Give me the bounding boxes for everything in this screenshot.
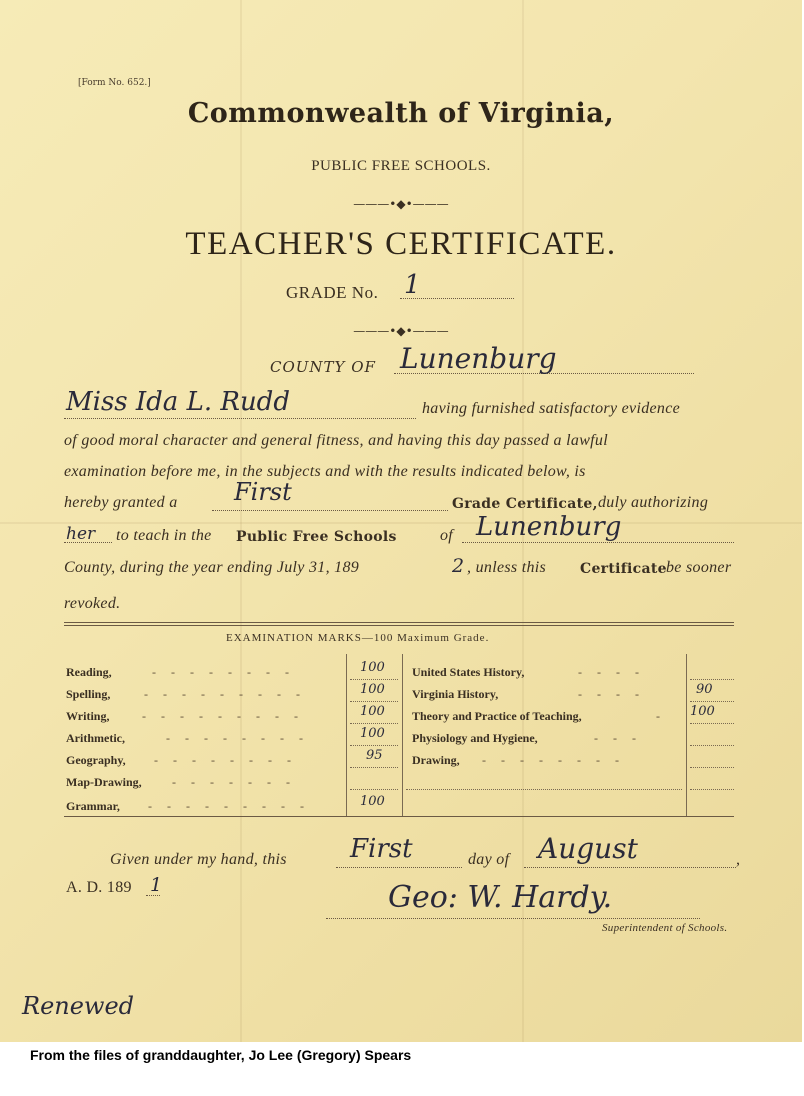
body-line-1: having furnished satisfactory evidence: [422, 400, 681, 417]
mark-underline: [690, 679, 734, 680]
column-divider: [686, 654, 687, 816]
grade-certificate-gothic: Grade Certificate,: [452, 496, 598, 512]
column-divider: [346, 654, 347, 816]
body-line-7: revoked.: [64, 595, 121, 612]
body-line-6a: County, during the year ending July 31, 189: [64, 559, 360, 576]
subject-drawing: Drawing,: [412, 753, 460, 767]
column-divider: [402, 654, 403, 816]
mark-underline: [350, 679, 398, 680]
grade-word-underline: [212, 510, 448, 511]
county-name: Lunenburg: [476, 512, 622, 542]
day-value: First: [350, 834, 413, 864]
pronoun: her: [66, 524, 96, 544]
subject-arithmetic: Arithmetic,: [66, 731, 125, 745]
leader-dashes: - - - -: [578, 687, 645, 701]
name-underline: [64, 418, 416, 419]
mark-underline: [690, 745, 734, 746]
certificate-title: TEACHER'S CERTIFICATE.: [185, 226, 617, 262]
exam-top-border: [64, 622, 734, 626]
mark-underline: [690, 723, 734, 724]
leader-dashes: -: [656, 709, 666, 723]
public-free-schools-gothic: Public Free Schools: [236, 529, 397, 545]
day-underline: [336, 867, 462, 868]
teacher-name: Miss Ida L. Rudd: [66, 387, 290, 417]
fold-line: [0, 522, 802, 524]
mark-underline: [690, 767, 734, 768]
comma: ,: [736, 851, 741, 868]
mark-underline: [690, 789, 734, 790]
leader-dashes: - - - -: [578, 665, 645, 679]
given-label: Given under my hand, this: [110, 851, 287, 868]
mark-underline: [350, 745, 398, 746]
subject-virginia-history: Virginia History,: [412, 687, 499, 701]
mark-underline: [350, 789, 398, 790]
renewed-note: Renewed: [22, 992, 135, 1020]
subject-theory-practice: Theory and Practice of Teaching,: [412, 709, 582, 723]
exam-bottom-border: [64, 816, 734, 817]
subject-spelling: Spelling,: [66, 687, 111, 701]
subject-writing: Writing,: [66, 709, 110, 723]
leader-dashes: - - - - - - - -: [152, 665, 295, 679]
year-digit: 2: [452, 555, 465, 577]
grade-value: 1: [404, 270, 421, 300]
leader-dashes: - - - - - - - -: [482, 753, 625, 767]
mark-underline: [350, 701, 398, 702]
image-caption: From the files of granddaughter, Jo Lee (Gregory) Spears: [30, 1047, 412, 1063]
body-line-5-of: of: [440, 527, 454, 544]
mark-virginia-history: 90: [696, 682, 713, 697]
subject-map-drawing: Map-Drawing,: [66, 775, 142, 789]
month-value: August: [538, 832, 638, 865]
subject-geography: Geography,: [66, 753, 126, 767]
leader-dashes: - - - - - - - -: [166, 731, 309, 745]
ad-label: A. D. 189: [66, 879, 132, 896]
mark-writing: 100: [360, 704, 385, 719]
mark-geography: 95: [366, 748, 383, 763]
subject-us-history: United States History,: [412, 665, 525, 679]
body-line-3: examination before me, in the subjects and with the results indicated below, is: [64, 463, 586, 480]
body-line-4a: hereby granted a: [64, 494, 178, 511]
mark-underline: [350, 767, 398, 768]
county-value: Lunenburg: [400, 342, 557, 375]
signature-underline: [326, 918, 700, 919]
leader-dashes: - - - - - - - - -: [142, 709, 304, 723]
county-label: COUNTY OF: [270, 358, 376, 376]
exam-heading: EXAMINATION MARKS—100 Maximum Grade.: [226, 632, 490, 644]
mark-grammar: 100: [360, 794, 385, 809]
ornament-divider: ———•◆•———: [353, 324, 449, 338]
signer-signature: Geo: W. Hardy.: [388, 880, 613, 915]
mark-reading: 100: [360, 660, 385, 675]
body-line-6c: be sooner: [666, 559, 732, 576]
subject-grammar: Grammar,: [66, 799, 120, 813]
body-line-2: of good moral character and general fitness, and having this day passed a lawful: [64, 432, 608, 449]
subject-reading: Reading,: [66, 665, 112, 679]
leader-dashes: - - - - - - - -: [154, 753, 297, 767]
form-number: [Form No. 652.]: [78, 78, 151, 88]
row-underline: [406, 789, 682, 790]
grade-label: GRADE No.: [286, 283, 379, 302]
ad-year-digit: 1: [150, 874, 163, 896]
grade-word: First: [234, 478, 292, 506]
mark-theory-practice: 100: [690, 704, 715, 719]
superintendent-title: Superintendent of Schools.: [602, 922, 728, 934]
public-free-schools-heading: PUBLIC FREE SCHOOLS.: [311, 158, 491, 174]
county-name-underline: [462, 542, 734, 543]
body-line-5a: to teach in the: [116, 527, 212, 544]
day-of-label: day of: [468, 851, 510, 868]
commonwealth-heading: Commonwealth of Virginia,: [187, 98, 615, 129]
body-line-4b: duly authorizing: [598, 494, 709, 511]
month-underline: [524, 867, 736, 868]
leader-dashes: - - - - - - -: [172, 775, 296, 789]
mark-arithmetic: 100: [360, 726, 385, 741]
body-line-6b: , unless this: [467, 559, 547, 576]
fold-line: [240, 0, 242, 1042]
ornament-divider: ———•◆•———: [353, 197, 449, 211]
mark-underline: [350, 723, 398, 724]
certificate-gothic: Certificate: [580, 561, 667, 577]
mark-spelling: 100: [360, 682, 385, 697]
subject-physiology: Physiology and Hygiene,: [412, 731, 538, 745]
leader-dashes: - - -: [594, 731, 642, 745]
leader-dashes: - - - - - - - - -: [144, 687, 306, 701]
mark-underline: [690, 701, 734, 702]
leader-dashes: - - - - - - - - -: [148, 799, 310, 813]
ad-year-underline: [146, 895, 160, 896]
